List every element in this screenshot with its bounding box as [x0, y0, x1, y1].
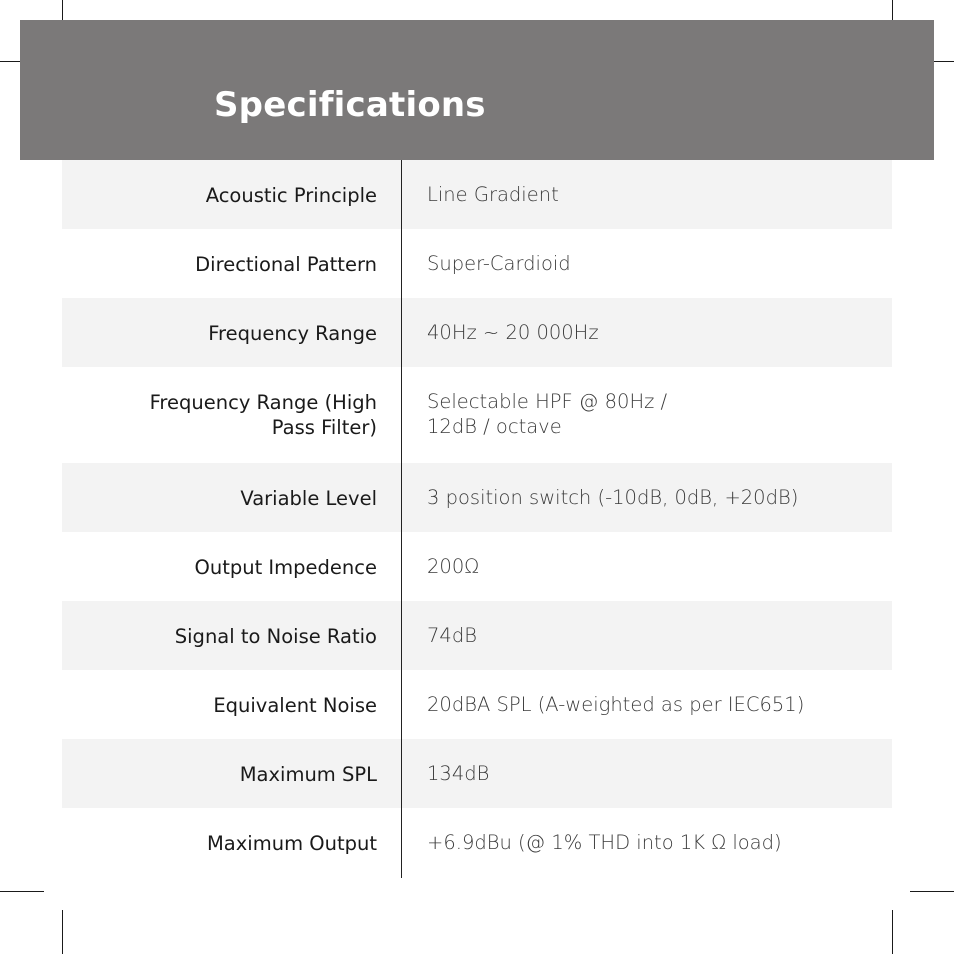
crop-mark-bottom-right-v — [892, 910, 893, 954]
spec-label: Frequency Range (High Pass Filter) — [149, 391, 377, 439]
column-divider — [401, 160, 402, 878]
spec-row — [62, 160, 892, 229]
spec-value: Line Gradient — [427, 183, 559, 206]
spec-label: Directional Pattern — [195, 253, 377, 276]
spec-row — [62, 532, 892, 601]
spec-label: Maximum Output — [206, 832, 377, 855]
header-banner — [20, 20, 934, 160]
spec-row — [62, 298, 892, 367]
specs-table — [62, 160, 892, 877]
spec-value: 134dB — [427, 762, 490, 785]
spec-value: 74dB — [427, 624, 477, 647]
spec-row — [62, 229, 892, 298]
crop-mark-bottom-left-v — [62, 910, 63, 954]
spec-label: Signal to Noise Ratio — [174, 625, 377, 648]
spec-row — [62, 367, 892, 463]
spec-row — [62, 739, 892, 808]
spec-row — [62, 808, 892, 877]
spec-label: Variable Level — [240, 487, 377, 510]
crop-mark-bottom-left-h — [0, 891, 44, 892]
page-title: Specifications — [214, 85, 486, 125]
spec-value: 40Hz ~ 20 000Hz — [427, 321, 599, 344]
spec-label: Maximum SPL — [239, 763, 377, 786]
spec-value: 20dBA SPL (A-weighted as per IEC651) — [427, 693, 805, 716]
spec-row — [62, 463, 892, 532]
spec-value: +6.9dBu (@ 1% THD into 1K Ω load) — [427, 831, 782, 854]
spec-value: 3 position switch (-10dB, 0dB, +20dB) — [427, 486, 799, 509]
spec-label: Output Impedence — [194, 556, 377, 579]
spec-row — [62, 601, 892, 670]
spec-label: Equivalent Noise — [213, 694, 377, 717]
spec-value: Super-Cardioid — [427, 252, 571, 275]
spec-label: Acoustic Principle — [205, 184, 377, 207]
spec-label: Frequency Range — [208, 322, 377, 345]
crop-mark-bottom-right-h — [910, 891, 954, 892]
spec-value: Selectable HPF @ 80Hz / 12dB / octave — [427, 390, 668, 438]
spec-value: 200Ω — [427, 555, 480, 578]
spec-row — [62, 670, 892, 739]
